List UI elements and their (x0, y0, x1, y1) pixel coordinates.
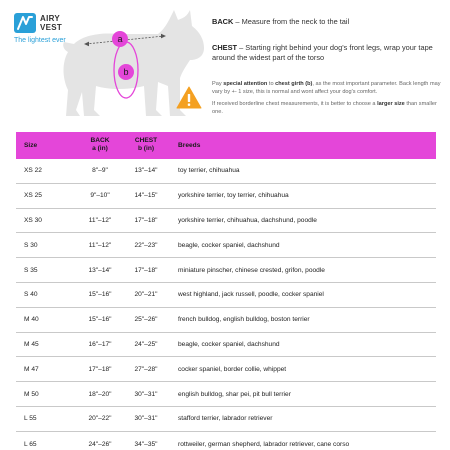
back-cell: 20"–22" (88, 415, 112, 423)
back-cell: 15"–16" (88, 316, 112, 324)
chest-cell: 17"–18" (134, 216, 158, 224)
chest-instruction (212, 43, 444, 62)
back-cell: 8"–9" (92, 167, 108, 175)
breeds-cell: beagle, cocker spaniel, dachshund (178, 241, 280, 249)
breeds-cell: toy terrier, chihuahua (178, 167, 240, 175)
chest-cell: 34"–35" (134, 440, 158, 448)
table-row (16, 308, 436, 333)
size-cell: M 47 (24, 365, 39, 373)
table-row (16, 283, 436, 308)
size-cell: M 40 (24, 316, 39, 324)
chest-cell: 30"–31" (134, 415, 158, 423)
table-row (16, 184, 436, 209)
chest-cell: 14"–15" (134, 192, 158, 200)
chest-priority-note: Pay special attention to chest girth (b), as the most important parameter. Back length may vary by +- 1 size, this is normal and wont affect your dog's comfort. (212, 81, 441, 95)
back-cell: 24"–26" (88, 440, 112, 448)
back-cell: 11"–12" (88, 241, 112, 249)
chest-cell: 25"–26" (134, 316, 158, 324)
breeds-cell: stafford terrier, labrador retriever (178, 415, 273, 423)
breeds-cell: french bulldog, english bulldog, boston terrier (178, 316, 310, 324)
table-row (16, 357, 436, 382)
size-cell: L 55 (24, 415, 37, 423)
chest-text: – Starting right behind your dog's front legs, wrap your tape around the widest part of the torso (212, 43, 433, 62)
warning-triangle-icon (176, 86, 202, 109)
size-cell: S 35 (24, 266, 38, 274)
table-row (16, 258, 436, 283)
size-table (16, 132, 436, 450)
header-breeds: Breeds (178, 142, 201, 149)
borderline-size-note: If received borderline chest measurements, it is better to choose a larger size than smaller one. (212, 101, 437, 115)
back-cell: 11"–12" (88, 216, 112, 224)
table-header (16, 132, 436, 159)
back-cell: 15"–16" (88, 291, 112, 299)
chest-cell: 22"–23" (134, 241, 158, 249)
table-row (16, 233, 436, 258)
chest-cell: 13"–14" (134, 167, 158, 175)
chest-cell: 27"–28" (134, 365, 158, 373)
back-cell: 13"–14" (88, 266, 112, 274)
label-a: a (117, 34, 123, 44)
breeds-cell: west highland, jack russell, poodle, cocker spaniel (178, 291, 324, 299)
brand-tagline: The lightest ever (14, 37, 66, 44)
table-row (16, 432, 436, 450)
breeds-cell: yorkshire terrier, chihuahua, dachshund, poodle (178, 216, 317, 224)
breeds-cell: english bulldog, shar pei, pit bull terrier (178, 390, 291, 398)
brand-name: AIRY VEST (40, 14, 63, 32)
size-cell: XS 22 (24, 167, 42, 175)
size-cell: L 65 (24, 440, 37, 448)
back-cell: 18"–20" (88, 390, 112, 398)
airyvest-logo-icon (14, 13, 36, 33)
chest-cell: 24"–25" (134, 340, 158, 348)
breeds-cell: yorkshire terrier, toy terrier, chihuahua (178, 192, 289, 200)
header-back: BACK a (in) (90, 137, 110, 152)
back-cell: 17"–18" (88, 365, 112, 373)
table-row (16, 333, 436, 358)
breeds-cell: miniature pinscher, chinese crested, grifon, poodle (178, 266, 325, 274)
chest-cell: 20"–21" (134, 291, 158, 299)
size-cell: S 30 (24, 241, 38, 249)
header-chest: CHEST b (in) (134, 137, 158, 152)
table-row (16, 382, 436, 407)
table-row (16, 209, 436, 234)
chest-cell: 30"–31" (134, 390, 158, 398)
size-cell: XS 25 (24, 192, 42, 200)
table-body (16, 159, 436, 450)
size-cell: M 45 (24, 340, 39, 348)
breeds-cell: beagle, cocker spaniel, dachshund (178, 340, 280, 348)
label-b: b (123, 67, 129, 77)
back-cell: 16"–17" (88, 340, 112, 348)
back-title: BACK (212, 17, 234, 26)
size-cell: XS 30 (24, 216, 42, 224)
size-cell: S 40 (24, 291, 38, 299)
back-text: – Measure from the neck to the tail (233, 17, 350, 26)
chest-title: CHEST (212, 43, 238, 52)
size-cell: M 50 (24, 390, 39, 398)
back-cell: 9"–10" (90, 192, 110, 200)
table-row (16, 407, 436, 432)
breeds-cell: cocker spaniel, border collie, whippet (178, 365, 287, 373)
chest-cell: 17"–18" (134, 266, 158, 274)
back-instruction (212, 17, 444, 27)
header-size: Size (24, 142, 38, 149)
breeds-cell: rottweiler, german shepherd, labrador retriever, cane corso (178, 440, 350, 448)
table-row (16, 159, 436, 184)
